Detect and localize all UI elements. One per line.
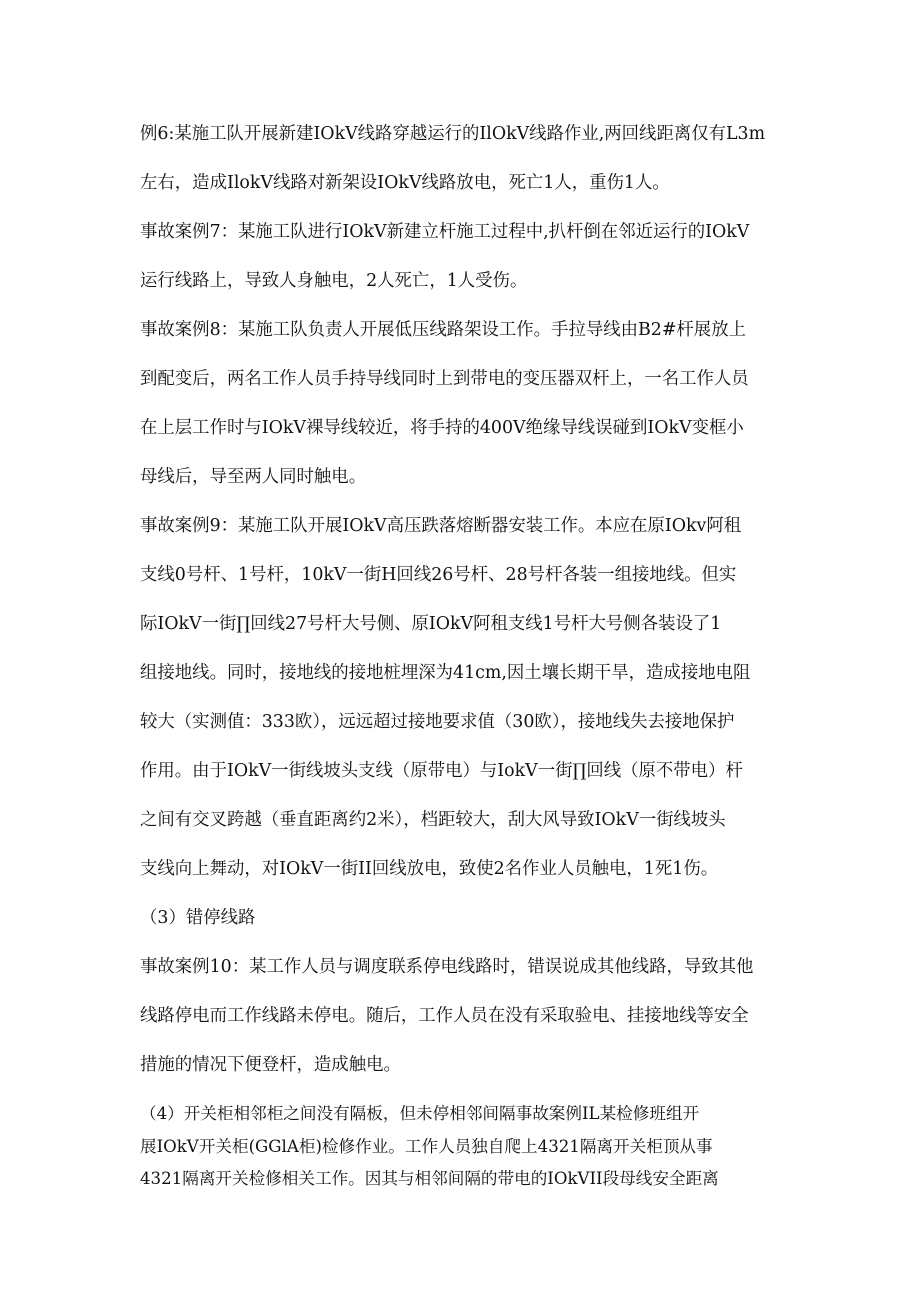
text-line: （4）开关柜相邻柜之间没有隔板，但未停相邻间隔事故案例IL某检修班组开 [140, 1104, 700, 1123]
text-line: 事故案例7：某施工队进行IOkV新建立杆施工过程中,扒杆倒在邻近运行的IOkV [140, 222, 750, 242]
text-line: 线路停电而工作线路未停电。随后，工作人员在没有采取验电、挂接地线等安全 [140, 1006, 749, 1026]
text-line: 措施的情况下便登杆，造成触电。 [140, 1055, 401, 1075]
text-line: 运行线路上，导致人身触电，2人死亡，1人受伤。 [140, 271, 528, 291]
text-line: 母线后，导至两人同时触电。 [140, 467, 367, 487]
text-line: 际IOkV一街∏回线27号杆大号侧、原IOkV阿租支线1号杆大号侧各装设了1 [140, 614, 722, 634]
text-line: 到配变后，两名工作人员手持导线同时上到带电的变压器双杆上，一名工作人员 [140, 369, 749, 389]
text-line: 较大（实测值：333欧），远远超过接地要求值（30欧），接地线失去接地保护 [140, 712, 735, 732]
text-line: 事故案例10：某工作人员与调度联系停电线路时，错误说成其他线路，导致其他 [140, 957, 754, 977]
text-line: 组接地线。同时，接地线的接地桩埋深为41cm,因土壤长期干旱，造成接地电阻 [140, 663, 751, 683]
text-line: 支线0号杆、1号杆，10kV一街H回线26号杆、28号杆各装一组接地线。但实 [140, 565, 737, 585]
text-line: 左右，造成IlokV线路对新架设IOkV线路放电，死亡1人，重伤1人。 [140, 173, 670, 193]
text-line: 例6:某施工队开展新建IOkV线路穿越运行的IlOkV线路作业,两回线距离仅有L3m [140, 124, 766, 144]
text-line: 展IOkV开关柜(GGlA柜)检修作业。工作人员独自爬上4321隔离开关柜顶从事 [140, 1137, 713, 1156]
text-line: 4321隔离开关检修相关工作。因其与相邻间隔的带电的IOkVII段母线安全距离 [140, 1169, 719, 1188]
text-line: 事故案例8：某施工队负责人开展低压线路架设工作。手拉导线由B2#杆展放上 [140, 320, 746, 340]
text-line: 作用。由于IOkV一街线坡头支线（原带电）与IokV一街∏回线（原不带电）杆 [140, 761, 743, 781]
text-line: 之间有交叉跨越（垂直距离约2米），档距较大，刮大风导致IOkV一街线坡头 [140, 810, 726, 830]
text-line: 支线向上舞动，对IOkV一街II回线放电，致使2名作业人员触电，1死1伤。 [140, 859, 719, 879]
section-heading: （3）错停线路 [140, 908, 256, 928]
text-line: 在上层工作时与IOkV裸导线较近，将手持的400V绝缘导线误碰到IOkV变框小 [140, 418, 744, 438]
text-line: 事故案例9：某施工队开展IOkV高压跌落熔断器安装工作。本应在原IOkv阿租 [140, 516, 742, 536]
